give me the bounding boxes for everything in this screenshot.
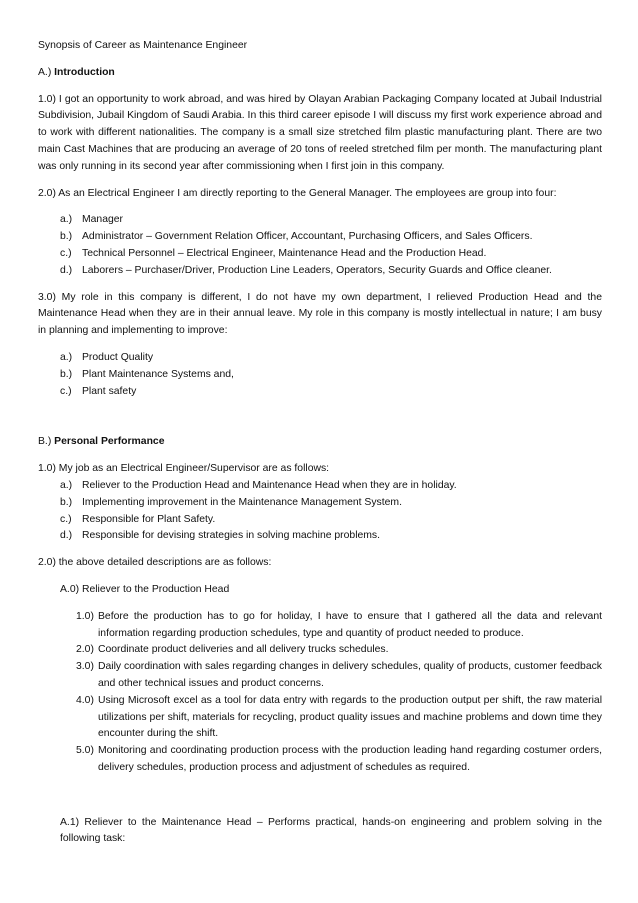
list-text: Plant Maintenance Systems and, xyxy=(82,368,234,380)
list-item xyxy=(38,659,602,693)
list-item xyxy=(38,693,602,743)
list-marker: c.) xyxy=(60,385,72,397)
job-duties-list xyxy=(38,478,602,545)
list-marker: d.) xyxy=(60,530,73,542)
list-item xyxy=(38,263,602,280)
list-item xyxy=(38,367,602,384)
list-text: Coordinate product deliveries and all delivery trucks schedules. xyxy=(98,644,389,656)
improvement-list xyxy=(38,350,602,400)
intro-paragraph-3: 3.0) My role in this company is different, I do not have my own department, I relieved Production Head and the Maintenance Head when they are in their annual leave. My role in this company is mostly intellectual in nature; I am busy in planning and implementing to improve: xyxy=(38,291,602,337)
list-marker: c.) xyxy=(60,247,72,259)
list-item xyxy=(38,246,602,263)
list-item xyxy=(38,350,602,367)
performance-paragraph-2: 2.0) the above detailed descriptions are as follows: xyxy=(38,557,272,569)
list-text: Product Quality xyxy=(82,351,154,363)
list-marker: c.) xyxy=(60,513,72,525)
list-marker: 4.0) xyxy=(76,694,94,706)
list-marker: 1.0) xyxy=(76,610,94,622)
list-marker: a.) xyxy=(60,479,73,491)
list-marker: 2.0) xyxy=(76,644,94,656)
list-text: Technical Personnel – Electrical Engineer, Maintenance Head and the Production Head. xyxy=(82,247,487,259)
spacer xyxy=(38,787,602,815)
section-a-heading xyxy=(38,65,602,82)
performance-paragraph-1: 1.0) My job as an Electrical Engineer/Supervisor are as follows: xyxy=(38,463,330,475)
list-marker: 3.0) xyxy=(76,661,94,673)
section-b-prefix: B.) xyxy=(38,436,55,448)
list-text: Monitoring and coordinating production process with the production leading hand regarding costumer orders, delivery schedules, production process and adjustment of schedules as required. xyxy=(98,745,602,773)
subsection-a1-paragraph: A.1) Reliever to the Maintenance Head – Performs practical, hands-on engineering and problem solving in the following task: xyxy=(60,816,602,845)
list-text: Responsible for devising strategies in solving machine problems. xyxy=(82,530,381,542)
list-marker: 5.0) xyxy=(76,745,94,757)
list-text: Responsible for Plant Safety. xyxy=(82,513,216,525)
list-text: Using Microsoft excel as a tool for data entry with regards to the production output per shift, the raw material utilizations per shift, materials for recycling, product quality issues and machine problems and down time they encounter during the shift. xyxy=(98,694,602,740)
list-item xyxy=(38,229,602,246)
section-a-prefix: A.) xyxy=(38,66,55,78)
list-item xyxy=(38,743,602,777)
list-item xyxy=(38,609,602,643)
list-text: Reliever to the Production Head and Maintenance Head when they are in holiday. xyxy=(82,479,457,491)
section-b-label: Personal Performance xyxy=(54,436,165,448)
intro-paragraph-2: 2.0) As an Electrical Engineer I am directly reporting to the General Manager. The employees are group into four: xyxy=(38,187,557,199)
list-item xyxy=(38,495,602,512)
list-text: Plant safety xyxy=(82,385,137,397)
list-item xyxy=(38,212,602,229)
list-item xyxy=(38,528,602,545)
section-b-heading xyxy=(38,434,602,451)
list-marker: a.) xyxy=(60,351,73,363)
list-item xyxy=(38,642,602,659)
list-text: Daily coordination with sales regarding changes in delivery schedules, quality of products, customer feedback and other technical issues and product concerns. xyxy=(98,661,602,689)
production-tasks-list xyxy=(38,609,602,777)
intro-paragraph-1: 1.0) I got an opportunity to work abroad, and was hired by Olayan Arabian Packaging Company located at Jubail Industrial Subdivision, Jubail Kingdom of Saudi Arabia. In this third career episode I will discuss my first work experience abroad and to work with different nationalities. The company is a small size stretched film plastic manufacturing plant. There are two main Cast Machines that are producing an average of 20 tons of reeled stretched film per month. The manufacturing plant was only running in its second year after commissioning when I first join in this company. xyxy=(38,93,602,172)
list-item xyxy=(38,478,602,495)
document-title: Synopsis of Career as Maintenance Engineer xyxy=(38,40,248,51)
list-marker: b.) xyxy=(60,231,73,243)
list-marker: a.) xyxy=(60,214,73,226)
spacer xyxy=(38,410,602,434)
list-marker: d.) xyxy=(60,264,73,276)
subsection-a0-heading: A.0) Reliever to the Production Head xyxy=(60,583,230,595)
section-a-label: Introduction xyxy=(54,66,115,78)
list-marker: b.) xyxy=(60,496,73,508)
list-item xyxy=(38,512,602,529)
list-text: Implementing improvement in the Maintenance Management System. xyxy=(82,496,402,508)
list-text: Manager xyxy=(82,214,124,226)
list-item xyxy=(38,384,602,401)
employee-groups-list xyxy=(38,212,602,279)
list-marker: b.) xyxy=(60,368,73,380)
list-text: Before the production has to go for holiday, I have to ensure that I gathered all the data and relevant information regarding production schedules, type and quantity of product needed to produce. xyxy=(98,610,602,639)
list-text: Laborers – Purchaser/Driver, Production Line Leaders, Operators, Security Guards and Office cleaner. xyxy=(82,264,552,276)
list-text: Administrator – Government Relation Officer, Accountant, Purchasing Officers, and Sales Officers. xyxy=(82,231,533,243)
